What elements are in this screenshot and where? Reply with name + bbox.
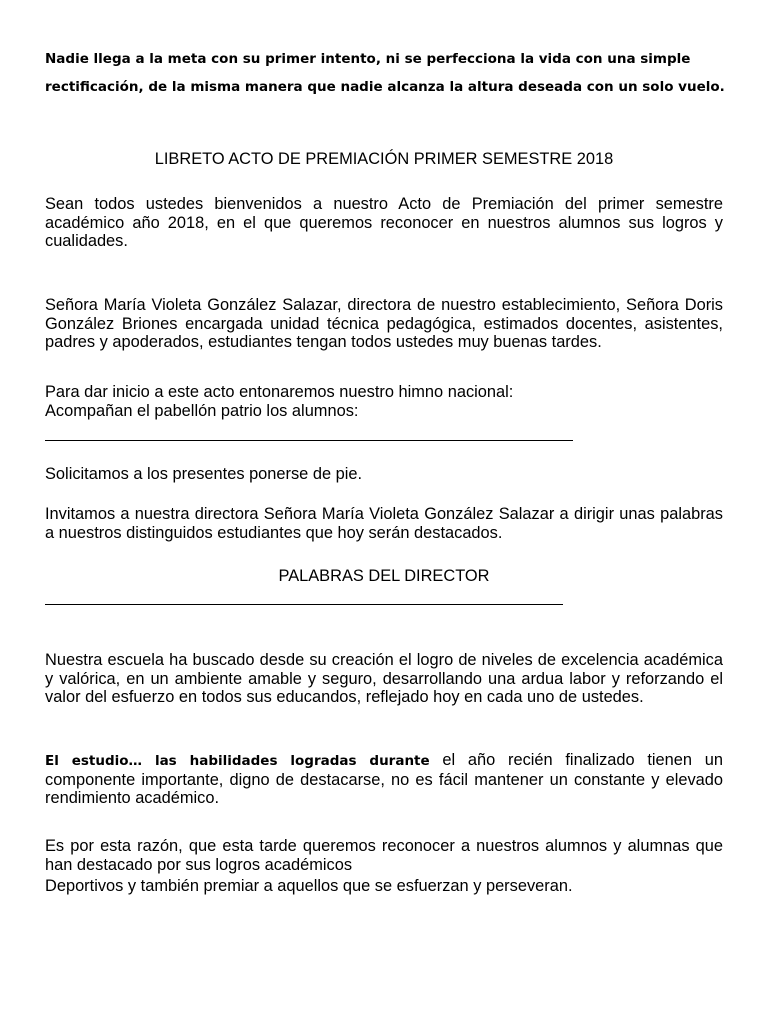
study-rest: el año recién finalizado tienen un componente importante, digno de destacarse, no es fácil mantener un constante y elevado rendimiento académico. (45, 751, 723, 807)
reason-paragraph: Es por esta razón, que esta tarde queremos reconocer a nuestros alumnos y alumnas que han destacado por sus logros académicos (45, 837, 723, 874)
anthem-line-1: Para dar inicio a este acto entonaremos nuestro himno nacional: (45, 383, 514, 401)
anthem-students-blank-line (45, 440, 573, 441)
reason-paragraph-continued: Deportivos y también premiar a aquellos que se esfuerzan y perseveran. (45, 877, 573, 895)
director-words-blank-line (45, 604, 563, 605)
study-paragraph (45, 751, 723, 808)
greeting-paragraph: Señora María Violeta González Salazar, directora de nuestro establecimiento, Señora Doris González Briones encargada unidad técnica pedagógica, estimados docentes, asistentes, padres y apoderados, estudiantes tengan todos ustedes muy buenas tardes. (45, 296, 723, 351)
study-lead-bold: El estudio… las habilidades logradas durante (45, 753, 430, 769)
anthem-line-2: Acompañan el pabellón patrio los alumnos: (45, 401, 359, 420)
stand-up-request: Solicitamos a los presentes ponerse de pie. (45, 465, 363, 483)
section-heading: PALABRAS DEL DIRECTOR (278, 567, 490, 585)
opening-quote: Nadie llega a la meta con su primer intento, ni se perfecciona la vida con una simple rectificación, de la misma manera que nadie alcanza la altura deseada con un solo vuelo. (45, 51, 725, 95)
welcome-paragraph: Sean todos ustedes bienvenidos a nuestro Acto de Premiación del primer semestre académico año 2018, en el que queremos reconocer en nuestros alumnos sus logros y cualidades. (45, 195, 723, 250)
document-title: LIBRETO ACTO DE PREMIACIÓN PRIMER SEMESTRE 2018 (154, 150, 614, 168)
school-paragraph: Nuestra escuela ha buscado desde su creación el logro de niveles de excelencia académica y valórica, en un ambiente amable y seguro, desarrollando una ardua labor y reforzando el valor del esfuerzo en todos sus educandos, reflejado hoy en cada uno de ustedes. (45, 651, 723, 706)
anthem-intro (45, 383, 723, 420)
invitation-paragraph: Invitamos a nuestra directora Señora María Violeta González Salazar a dirigir unas palabras a nuestros distinguidos estudiantes que hoy serán destacados. (45, 505, 723, 542)
